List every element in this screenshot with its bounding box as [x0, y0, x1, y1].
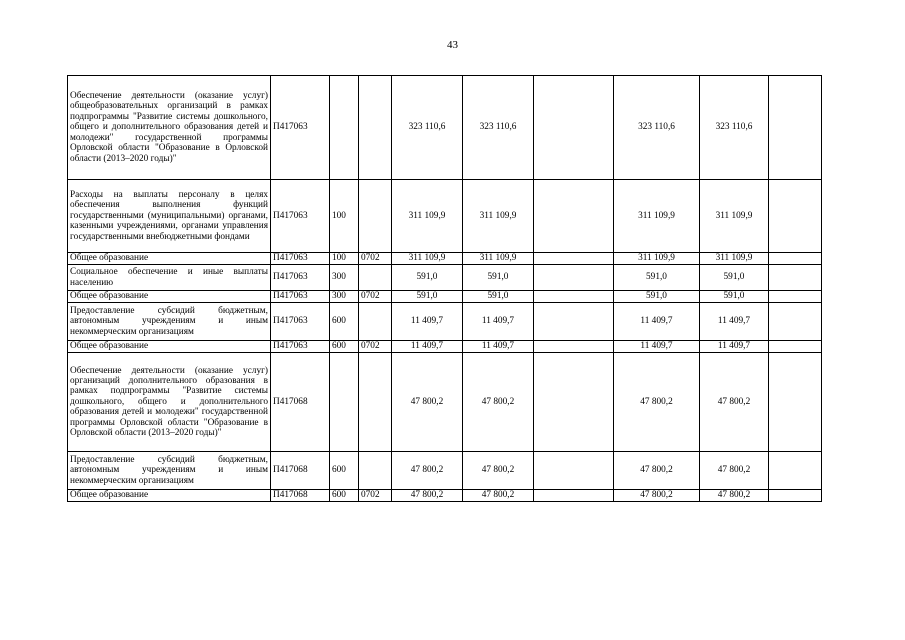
row-code-cell: П417068: [271, 490, 330, 502]
row-vr-cell: 600: [330, 490, 359, 502]
row-name-cell: Расходы на выплаты персоналу в целях обеспечения выполнения функций государственными (муниципальными) органами, казенными учреждениями, органами управления государственными внебюджетными фондами: [68, 180, 271, 253]
row-name-cell: Общее образование: [68, 291, 271, 303]
row-value-2-cell: 591,0: [463, 265, 534, 291]
row-name-cell: Общее образование: [68, 341, 271, 353]
row-value-2-cell: 323 110,6: [463, 76, 534, 180]
row-value-5-cell: 311 109,9: [700, 180, 769, 253]
row-value-6-cell: [769, 291, 822, 303]
row-value-5-cell: 591,0: [700, 265, 769, 291]
row-code-cell: П417063: [271, 303, 330, 341]
row-name-cell: Предоставление субсидий бюджетным, автономным учреждениям и иным некоммерческим организациям: [68, 303, 271, 341]
row-value-2-cell: 591,0: [463, 291, 534, 303]
row-value-3-cell: [534, 303, 614, 341]
row-rz-cell: 0702: [359, 291, 392, 303]
row-value-1-cell: 47 800,2: [392, 353, 463, 452]
row-value-2-cell: 47 800,2: [463, 490, 534, 502]
budget-table: [67, 75, 822, 502]
row-name-cell: Социальное обеспечение и иные выплаты населению: [68, 265, 271, 291]
page-number: 43: [447, 39, 458, 51]
row-value-6-cell: [769, 490, 822, 502]
row-value-4-cell: 47 800,2: [614, 490, 700, 502]
row-rz-cell: [359, 303, 392, 341]
row-name-cell: Предоставление субсидий бюджетным, автономным учреждениям и иным некоммерческим организациям: [68, 452, 271, 490]
table-row: [68, 253, 822, 265]
row-value-6-cell: [769, 180, 822, 253]
row-value-5-cell: 47 800,2: [700, 490, 769, 502]
row-rz-cell: [359, 353, 392, 452]
table-row: [68, 303, 822, 341]
row-value-1-cell: 311 109,9: [392, 253, 463, 265]
row-name-cell: Общее образование: [68, 490, 271, 502]
row-value-3-cell: [534, 253, 614, 265]
table-row: [68, 180, 822, 253]
row-code-cell: П417063: [271, 265, 330, 291]
row-rz-cell: 0702: [359, 341, 392, 353]
row-value-1-cell: 311 109,9: [392, 180, 463, 253]
row-rz-cell: [359, 265, 392, 291]
row-value-3-cell: [534, 353, 614, 452]
row-value-1-cell: 323 110,6: [392, 76, 463, 180]
row-code-cell: П417063: [271, 253, 330, 265]
row-value-4-cell: 47 800,2: [614, 452, 700, 490]
row-value-4-cell: 47 800,2: [614, 353, 700, 452]
row-rz-cell: 0702: [359, 253, 392, 265]
row-vr-cell: 300: [330, 265, 359, 291]
table-row: [68, 265, 822, 291]
row-value-5-cell: 47 800,2: [700, 353, 769, 452]
row-value-6-cell: [769, 452, 822, 490]
row-value-4-cell: 311 109,9: [614, 253, 700, 265]
row-value-6-cell: [769, 265, 822, 291]
row-vr-cell: 100: [330, 180, 359, 253]
row-value-6-cell: [769, 341, 822, 353]
row-value-4-cell: 311 109,9: [614, 180, 700, 253]
table-row: [68, 291, 822, 303]
table-row: [68, 452, 822, 490]
row-value-4-cell: 11 409,7: [614, 341, 700, 353]
row-value-3-cell: [534, 452, 614, 490]
row-vr-cell: [330, 353, 359, 452]
row-value-5-cell: 11 409,7: [700, 341, 769, 353]
row-vr-cell: 600: [330, 452, 359, 490]
row-value-5-cell: 591,0: [700, 291, 769, 303]
row-value-3-cell: [534, 291, 614, 303]
row-code-cell: П417063: [271, 341, 330, 353]
row-value-3-cell: [534, 265, 614, 291]
row-value-5-cell: 11 409,7: [700, 303, 769, 341]
row-name-cell: Обеспечение деятельности (оказание услуг) общеобразовательных организаций в рамках подпрограммы "Развитие системы дошкольного, общего и дополнительного образования детей и молодежи" государственной программы Орловской области "Образование в Орловской области (2013–2020 годы)": [68, 76, 271, 180]
row-value-4-cell: 11 409,7: [614, 303, 700, 341]
row-vr-cell: 600: [330, 303, 359, 341]
row-value-2-cell: 11 409,7: [463, 341, 534, 353]
row-value-3-cell: [534, 341, 614, 353]
row-vr-cell: 600: [330, 341, 359, 353]
row-code-cell: П417068: [271, 452, 330, 490]
row-value-5-cell: 47 800,2: [700, 452, 769, 490]
row-value-3-cell: [534, 180, 614, 253]
row-code-cell: П417068: [271, 353, 330, 452]
row-value-2-cell: 311 109,9: [463, 253, 534, 265]
row-vr-cell: [330, 76, 359, 180]
table-row: [68, 76, 822, 180]
row-code-cell: П417063: [271, 76, 330, 180]
table-row: [68, 490, 822, 502]
row-vr-cell: 300: [330, 291, 359, 303]
row-value-5-cell: 323 110,6: [700, 76, 769, 180]
table-row: [68, 341, 822, 353]
row-value-6-cell: [769, 303, 822, 341]
row-name-cell: Обеспечение деятельности (оказание услуг) организаций дополнительного образования в рамках подпрограммы "Развитие системы дошкольного, общего и дополнительного образования детей и молодежи" государственной программы Орловской области "Образование в Орловской области (2013–2020 годы)": [68, 353, 271, 452]
row-value-5-cell: 311 109,9: [700, 253, 769, 265]
row-value-3-cell: [534, 490, 614, 502]
row-value-2-cell: 11 409,7: [463, 303, 534, 341]
row-value-4-cell: 591,0: [614, 291, 700, 303]
row-name-cell: Общее образование: [68, 253, 271, 265]
row-value-1-cell: 47 800,2: [392, 490, 463, 502]
row-value-1-cell: 11 409,7: [392, 341, 463, 353]
row-value-3-cell: [534, 76, 614, 180]
row-rz-cell: [359, 452, 392, 490]
row-value-1-cell: 591,0: [392, 265, 463, 291]
row-value-6-cell: [769, 253, 822, 265]
row-vr-cell: 100: [330, 253, 359, 265]
row-value-2-cell: 47 800,2: [463, 353, 534, 452]
row-value-6-cell: [769, 353, 822, 452]
row-value-1-cell: 11 409,7: [392, 303, 463, 341]
row-value-6-cell: [769, 76, 822, 180]
row-value-2-cell: 311 109,9: [463, 180, 534, 253]
row-value-4-cell: 323 110,6: [614, 76, 700, 180]
row-code-cell: П417063: [271, 291, 330, 303]
table-row: [68, 353, 822, 452]
row-value-1-cell: 591,0: [392, 291, 463, 303]
budget-table-body: [68, 76, 822, 502]
row-value-1-cell: 47 800,2: [392, 452, 463, 490]
row-code-cell: П417063: [271, 180, 330, 253]
row-value-4-cell: 591,0: [614, 265, 700, 291]
row-rz-cell: [359, 76, 392, 180]
row-rz-cell: 0702: [359, 490, 392, 502]
row-value-2-cell: 47 800,2: [463, 452, 534, 490]
row-rz-cell: [359, 180, 392, 253]
